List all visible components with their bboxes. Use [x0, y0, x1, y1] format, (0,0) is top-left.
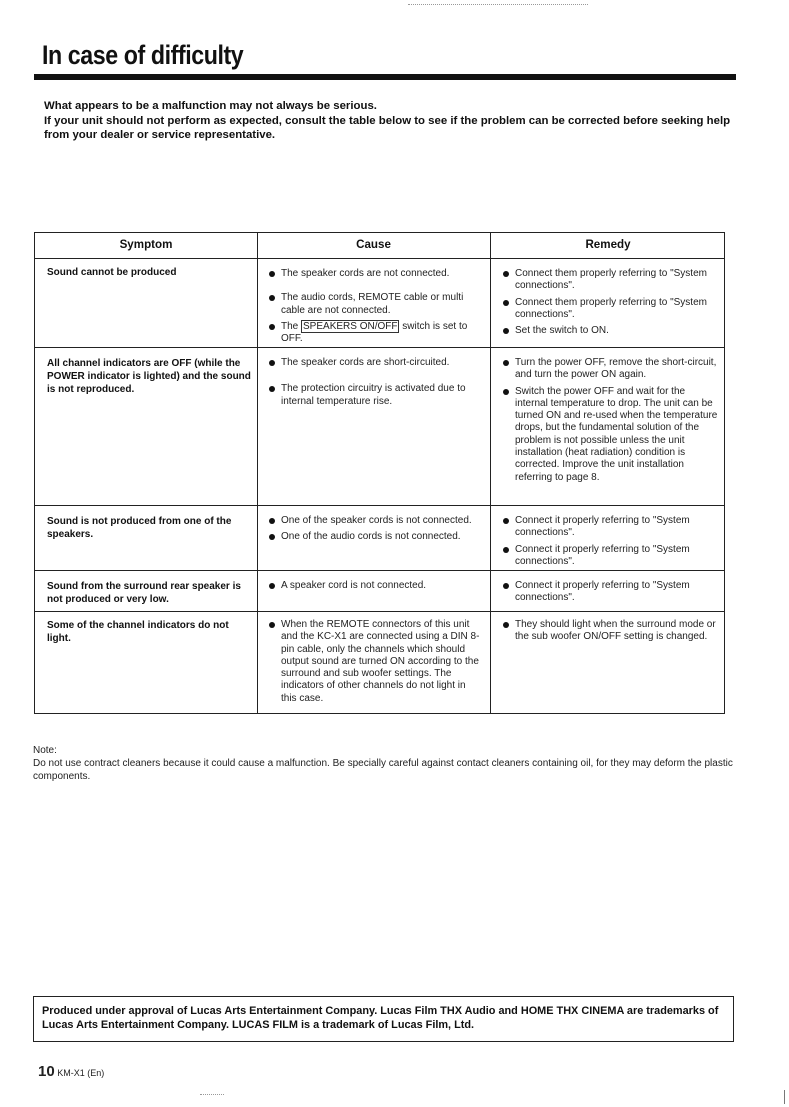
- bullet-icon: [269, 360, 275, 366]
- bullet-icon: [269, 583, 275, 589]
- list-item: Connect them properly referring to "System connections".: [501, 268, 719, 293]
- list-item: Connect it properly referring to "System connections".: [501, 515, 719, 540]
- intro-line-2: If your unit should not perform as expected, consult the table below to see if the problem can be corrected before seeking help from your dealer or service representative.: [44, 114, 731, 141]
- troubleshooting-table: [34, 232, 725, 714]
- title-rule: [34, 74, 736, 80]
- cause-list-channel-indicators: [267, 619, 481, 709]
- page-footer: [38, 1063, 104, 1080]
- list-item: The protection circuitry is activated due to internal temperature rise.: [267, 383, 481, 408]
- bullet-icon: [503, 328, 509, 334]
- page-title: In case of difficulty: [42, 40, 244, 70]
- page-number: 10: [38, 1063, 55, 1080]
- bullet-icon: [269, 534, 275, 540]
- speakers-switch-label: SPEAKERS ON/OFF: [303, 320, 398, 332]
- remedy-list-surround-rear: [501, 580, 719, 609]
- bullet-icon: [269, 324, 275, 330]
- symptom-channel-indicators: Some of the channel indicators do not light.: [47, 620, 229, 644]
- bullet-icon: [269, 386, 275, 392]
- note: [33, 744, 733, 783]
- list-item: One of the audio cords is not connected.: [267, 531, 481, 543]
- list-item: Set the switch to ON.: [501, 325, 719, 337]
- bullet-icon: [503, 547, 509, 553]
- note-label: Note:: [33, 745, 57, 756]
- list-item: Connect them properly referring to "System connections".: [501, 297, 719, 322]
- bullet-icon: [503, 300, 509, 306]
- bullet-icon: [269, 295, 275, 301]
- list-item: Switch the power OFF and wait for the internal temperature to drop. The unit can be turned ON and re-used when the temperature drops, but the fundamental solution of the problem is not possible unless the unit installation (heat radiation) condition is corrected. Improve the unit installation referring to page 8.: [501, 386, 719, 484]
- list-item: Turn the power OFF, remove the short-circuit, and turn the power ON again.: [501, 357, 719, 382]
- side-scan-mark: [784, 1090, 785, 1104]
- symptom-one-speaker: Sound is not produced from one of the speakers.: [47, 516, 232, 540]
- intro-line-1: What appears to be a malfunction may not always be serious.: [44, 100, 377, 112]
- bullet-icon: [503, 622, 509, 628]
- list-item: The speaker cords are short-circuited.: [267, 357, 481, 369]
- list-item: The speaker cords are not connected.: [267, 268, 481, 280]
- list-item: Connect it properly referring to "System connections".: [501, 580, 719, 605]
- list-item: One of the speaker cords is not connected.: [267, 515, 481, 527]
- list-item: The audio cords, REMOTE cable or multi cable are not connected.: [267, 292, 481, 317]
- header-remedy: Remedy: [585, 238, 631, 251]
- remedy-list-indicators-off: [501, 357, 719, 488]
- header-cause: Cause: [356, 238, 391, 251]
- remedy-list-no-sound: [501, 268, 719, 341]
- bullet-icon: [503, 583, 509, 589]
- remedy-list-channel-indicators: [501, 619, 719, 648]
- cause-list-one-speaker: [267, 515, 481, 548]
- list-item: A speaker cord is not connected.: [267, 580, 481, 592]
- bottom-scan-mark: [200, 1094, 224, 1095]
- bullet-icon: [269, 518, 275, 524]
- list-item: They should light when the surround mode or the sub woofer ON/OFF setting is changed.: [501, 619, 719, 644]
- symptom-surround-rear: Sound from the surround rear speaker is not produced or very low.: [47, 581, 241, 605]
- bullet-icon: [503, 389, 509, 395]
- symptom-no-sound: Sound cannot be produced: [47, 267, 177, 278]
- cause-list-surround-rear: [267, 580, 481, 596]
- symptom-indicators-off: All channel indicators are OFF (while the POWER indicator is lighted) and the sound is not reproduced.: [47, 358, 251, 395]
- bullet-icon: [269, 622, 275, 628]
- cause-list-indicators-off: [267, 357, 481, 412]
- remedy-list-one-speaker: [501, 515, 719, 572]
- list-item: The SPEAKERS ON/OFF switch is set to OFF.: [267, 321, 481, 346]
- model-code: KM-X1 (En): [57, 1068, 105, 1078]
- intro-text: [44, 99, 736, 143]
- list-item: When the REMOTE connectors of this unit and the KC-X1 are connected using a DIN 8-pin cable, only the channels which should output sound are turned ON according to the surround and sub woofer settings. The indicators of other channels do not light in this case.: [267, 619, 481, 705]
- bullet-icon: [503, 271, 509, 277]
- cause-list-no-sound: [267, 268, 481, 349]
- list-item: Connect it properly referring to "System connections".: [501, 544, 719, 569]
- top-scan-mark: [408, 4, 588, 5]
- bullet-icon: [269, 271, 275, 277]
- approval-box: Produced under approval of Lucas Arts Entertainment Company. Lucas Film THX Audio and HOME THX CINEMA are trademarks of Lucas Arts Entertainment Company. LUCAS FILM is a trademark of Lucas Film, Ltd.: [33, 996, 734, 1042]
- header-symptom: Symptom: [119, 238, 173, 251]
- bullet-icon: [503, 518, 509, 524]
- note-text: Do not use contract cleaners because it could cause a malfunction. Be specially careful against contact cleaners containing oil, for they may deform the plastic components.: [33, 758, 733, 782]
- bullet-icon: [503, 360, 509, 366]
